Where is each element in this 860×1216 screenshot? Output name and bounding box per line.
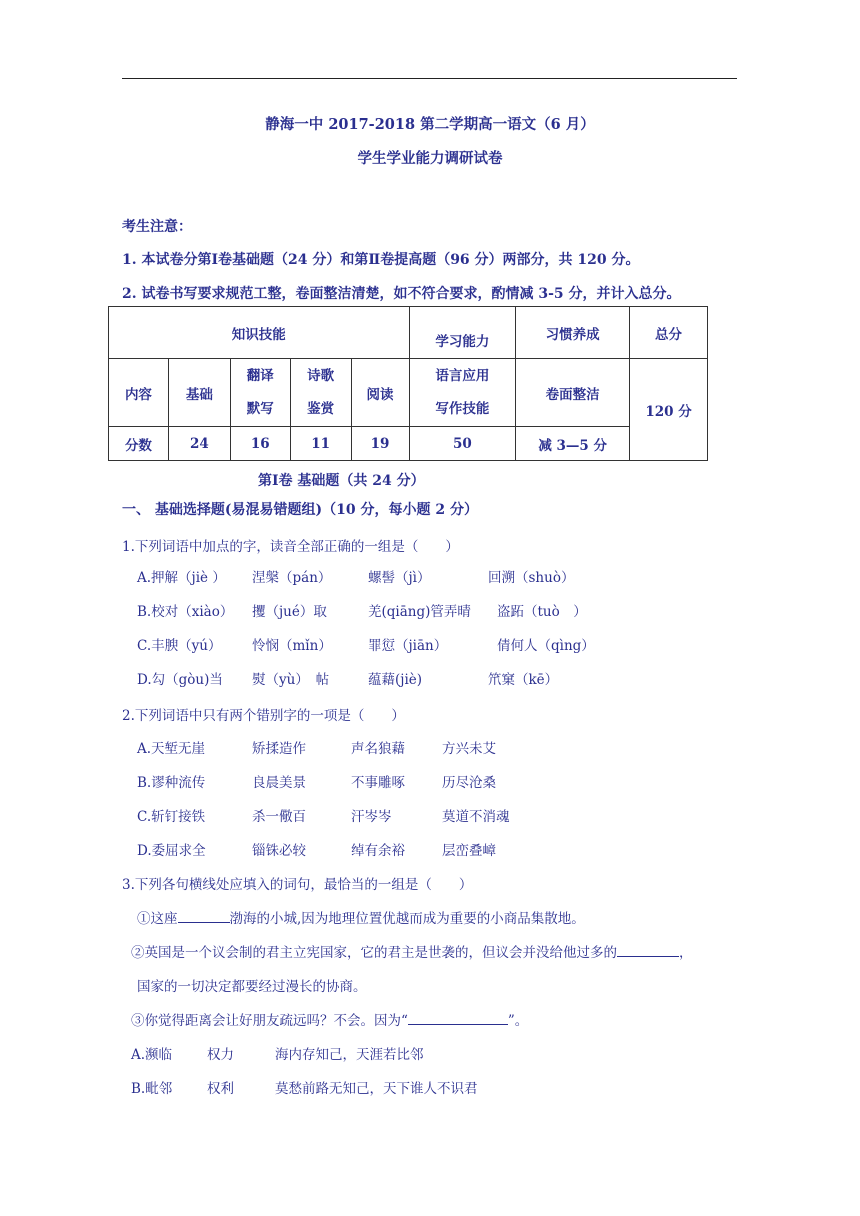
q2-option-b-1: B.谬种流传 [137, 775, 206, 791]
q2-option-c-3: 汗岑岑 [351, 809, 392, 825]
score-neatness: 减 3—5 分 [516, 427, 630, 461]
q2-option-a-1: A.天堑无崖 [137, 741, 206, 757]
cell-translate [230, 359, 290, 427]
q1-option-c-2: 怜悯（mǐn） [252, 638, 332, 654]
q2-option-a-3: 声名狼藉 [351, 741, 405, 757]
q2-option-d-2: 锱铢必较 [252, 843, 306, 859]
score-poem: 11 [290, 427, 351, 461]
q1-option-b-4: 盗跖（tuò ） [497, 604, 587, 620]
q2-option-d-4: 层峦叠嶂 [442, 843, 496, 859]
score-basic: 24 [168, 427, 230, 461]
q3-blank-1 [178, 908, 230, 923]
cell-poem-2: 鉴赏 [307, 400, 335, 417]
q3-sentence-3-start: ③你觉得距离会让好朋友疏远吗？不会。因为“ [131, 1013, 408, 1029]
q3-option-a-3: 海内存知己，天涯若比邻 [275, 1047, 424, 1063]
q1-option-b-3: 羌(qiāng)管弄晴 [368, 604, 471, 620]
q3-stem: 3.下列各句横线处应填入的词句，最恰当的一组是（ ） [122, 877, 473, 893]
q3-sentence-2-comma: ， [679, 945, 693, 961]
score-translate: 16 [230, 427, 290, 461]
notice-item-2: 2. 试卷书写要求规范工整，卷面整洁清楚，如不符合要求，酌情减 3-5 分，并计入总分。 [122, 286, 681, 302]
q3-option-a-1: A.濒临 [131, 1047, 173, 1063]
notice-item-1: 1. 本试卷分第Ⅰ卷基础题（24 分）和第Ⅱ卷提高题（96 分）两部分，共 120 分。 [122, 252, 640, 268]
cell-translate-1: 翻译 [246, 367, 274, 384]
q3-sentence-2 [131, 941, 693, 961]
q1-option-c-4: 倩何人（qìng） [497, 638, 595, 654]
q2-stem: 2.下列词语中只有两个错别字的一项是（ ） [122, 708, 405, 724]
q1-option-a-3: 螺髻（jì） [368, 570, 431, 586]
q3-sentence-3 [131, 1009, 528, 1029]
q3-option-b-3: 莫愁前路无知己，天下谁人不识君 [275, 1081, 478, 1097]
cell-language [409, 359, 516, 427]
q2-option-c-1: C.斩钉接铁 [137, 809, 206, 825]
q2-option-d-3: 绰有余裕 [351, 843, 405, 859]
cell-poem [290, 359, 351, 427]
row-score-label: 分数 [109, 427, 169, 461]
cell-poem-1: 诗歌 [307, 367, 335, 384]
row-content-label: 内容 [109, 359, 169, 427]
score-table [108, 306, 708, 461]
cell-translate-2: 默写 [246, 400, 274, 417]
q2-option-b-4: 历尽沧桑 [442, 775, 496, 791]
q1-option-a-1: A.押解（jiè ） [137, 570, 226, 586]
q1-option-d-4: 笊窠（kē） [488, 672, 559, 688]
cell-neatness: 卷面整洁 [516, 359, 630, 427]
q1-stem: 1.下列词语中加点的字，读音全部正确的一组是（ ） [122, 539, 459, 555]
score-language: 50 [409, 427, 516, 461]
q2-option-a-2: 矫揉造作 [252, 741, 306, 757]
q2-option-b-3: 不事雕啄 [351, 775, 405, 791]
header-habit: 习惯养成 [516, 307, 630, 359]
q2-option-b-2: 良晨美景 [252, 775, 306, 791]
q1-option-a-2: 涅槃（pán） [252, 570, 332, 586]
q3-sentence-3-end: ”。 [507, 1013, 529, 1029]
q2-option-a-4: 方兴未艾 [442, 741, 496, 757]
exam-title: 静海一中 2017-2018 第二学期高一语文（6 月） [265, 116, 595, 133]
q3-option-b-1: B.毗邻 [131, 1081, 173, 1097]
q3-sentence-2-start: ②英国是一个议会制的君主立宪国家，它的君主是世袭的，但议会并没给他过多的 [131, 945, 617, 961]
q2-option-d-1: D.委屈求全 [137, 843, 206, 859]
q3-blank-2 [617, 942, 679, 957]
notice-heading: 考生注意： [122, 219, 192, 235]
header-total: 总分 [630, 307, 708, 359]
q3-sentence-2-cont: 国家的一切决定都要经过漫长的协商。 [137, 979, 367, 995]
q1-option-c-3: 罪愆（jiān） [368, 638, 448, 654]
q1-option-b-2: 攫（jué）取 [252, 604, 327, 620]
part-1-title: 一、 基础选择题(易混易错题组)（10 分，每小题 2 分） [122, 502, 478, 518]
q1-option-d-1: D.勾（gòu)当 [137, 672, 223, 688]
q1-option-d-3: 蕴藉(jiè) [368, 672, 423, 688]
q3-sentence-1-end: 渤海的小城,因为地理位置优越而成为重要的小商品集散地。 [229, 911, 585, 927]
q2-option-c-2: 杀一儆百 [252, 809, 306, 825]
header-knowledge: 知识技能 [109, 307, 410, 359]
q1-option-d-2: 熨（yù） 帖 [252, 672, 330, 688]
exam-subtitle: 学生学业能力调研试卷 [357, 150, 503, 167]
q1-option-c-1: C.丰腴（yú） [137, 638, 222, 654]
q2-option-c-4: 莫道不消魂 [442, 809, 510, 825]
top-rule [122, 78, 737, 79]
cell-basic: 基础 [168, 359, 230, 427]
q3-option-b-2: 权利 [207, 1081, 234, 1097]
q3-blank-3 [408, 1010, 508, 1025]
q3-sentence-1-start: ①这座 [137, 911, 178, 927]
header-learning: 学习能力 [409, 307, 516, 359]
cell-language-2: 写作技能 [435, 400, 490, 417]
score-reading: 19 [351, 427, 409, 461]
section-1-title: 第Ⅰ卷 基础题（共 24 分） [258, 473, 425, 489]
q3-sentence-1 [137, 907, 585, 927]
q1-option-a-4: 回溯（shuò） [488, 570, 575, 586]
q1-option-b-1: B.校对（xiào） [137, 604, 234, 620]
q3-option-a-2: 权力 [207, 1047, 234, 1063]
cell-language-1: 语言应用 [435, 367, 490, 384]
cell-reading: 阅读 [351, 359, 409, 427]
cell-total-value: 120 分 [630, 359, 708, 461]
